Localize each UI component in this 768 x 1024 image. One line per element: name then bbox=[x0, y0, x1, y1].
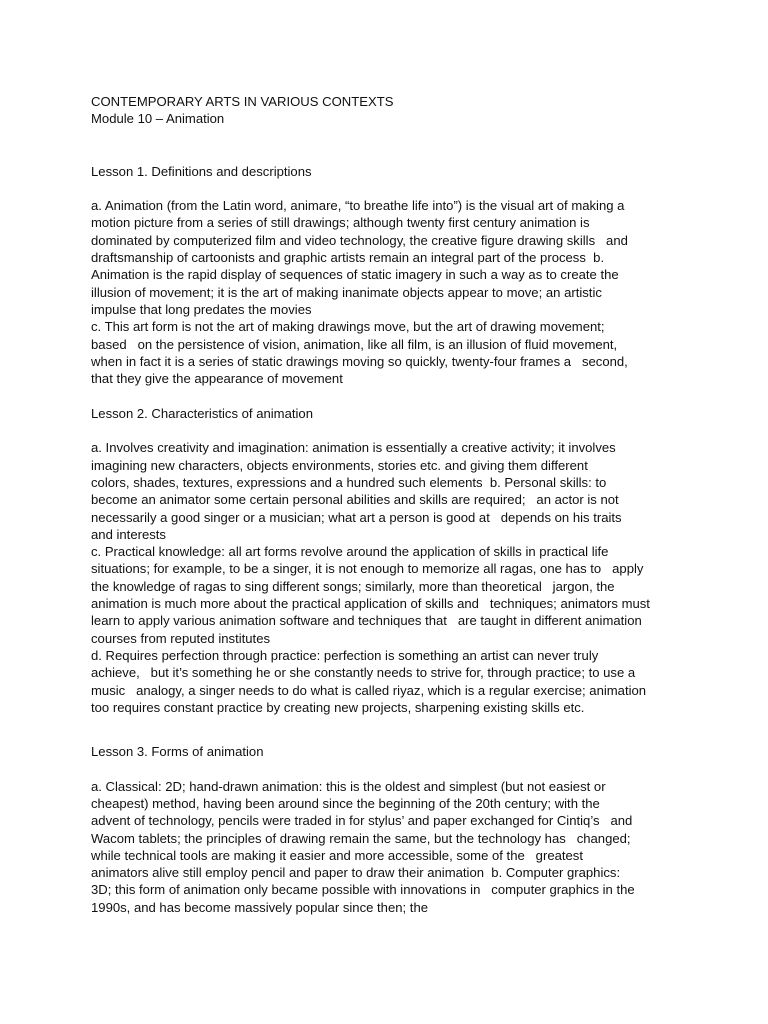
text-line: Wacom tablets; the principles of drawing remain the same, but the technology has changed; bbox=[91, 830, 631, 846]
text-line: illusion of movement; it is the art of making inanimate objects appear to move; an artistic bbox=[91, 284, 602, 300]
lesson3-paragraphs bbox=[91, 778, 691, 916]
text-line: cheapest) method, having been around since the beginning of the 20th century; with the bbox=[91, 795, 600, 811]
text-line: c. This art form is not the art of making drawings move, but the art of drawing movement; bbox=[91, 319, 605, 335]
text-line: music analogy, a singer needs to do what is called riyaz, which is a regular exercise; animation bbox=[91, 682, 647, 698]
text-line: advent of technology, pencils were traded in for stylus’ and paper exchanged for Cintiq’s and bbox=[91, 813, 633, 829]
text-line: animation is much more about the practical application of skills and techniques; animators must bbox=[91, 596, 650, 612]
lesson1-heading: Lesson 1. Definitions and descriptions bbox=[91, 163, 312, 179]
lesson2-heading: Lesson 2. Characteristics of animation bbox=[91, 405, 313, 421]
text-line: a. Animation (from the Latin word, animare, “to breathe life into”) is the visual art of making a bbox=[91, 198, 625, 214]
text-line: courses from reputed institutes bbox=[91, 630, 271, 646]
text-line: when in fact it is a series of static drawings moving so quickly, twenty-four frames a second, bbox=[91, 353, 628, 369]
text-line: imagining new characters, objects environments, stories etc. and giving them different bbox=[91, 457, 588, 473]
text-line: based on the persistence of vision, animation, like all film, is an illusion of fluid movement, bbox=[91, 336, 618, 352]
text-line: motion picture from a series of still drawings; although twenty first century animation is bbox=[91, 215, 590, 231]
text-line: Animation is the rapid display of sequences of static imagery in such a way as to create the bbox=[91, 267, 619, 283]
text-line: c. Practical knowledge: all art forms revolve around the application of skills in practical life bbox=[91, 544, 609, 560]
text-line: 3D; this form of animation only became possible with innovations in computer graphics in the bbox=[91, 882, 635, 898]
lesson2-paragraphs bbox=[91, 439, 691, 716]
text-line: become an animator some certain personal abilities and skills are required; an actor is not bbox=[91, 492, 619, 508]
text-line: dominated by computerized film and video technology, the creative figure drawing skills and bbox=[91, 232, 628, 248]
text-line: while technical tools are making it easier and more accessible, some of the greatest bbox=[91, 847, 583, 863]
module-title: Module 10 – Animation bbox=[91, 111, 225, 127]
text-line: draftsmanship of cartoonists and graphic artists remain an integral part of the process b. bbox=[91, 250, 605, 266]
text-line: too requires constant practice by creating new projects, sharpening existing skills etc. bbox=[91, 699, 585, 715]
course-title: CONTEMPORARY ARTS IN VARIOUS CONTEXTS bbox=[91, 94, 394, 109]
text-line: animators alive still employ pencil and paper to draw their animation b. Computer graphics: bbox=[91, 865, 621, 881]
text-line: colors, shades, textures, expressions and a hundred such elements b. Personal skills: to bbox=[91, 474, 607, 490]
text-line: a. Classical: 2D; hand-drawn animation: this is the oldest and simplest (but not easiest or bbox=[91, 778, 606, 794]
text-line: situations; for example, to be a singer, it is not enough to memorize all ragas, one has to apply bbox=[91, 561, 644, 577]
lesson3-heading: Lesson 3. Forms of animation bbox=[91, 744, 264, 760]
text-line: necessarily a good singer or a musician; what art a person is good at depends on his traits bbox=[91, 509, 622, 525]
text-line: 1990s, and has become massively popular since then; the bbox=[91, 899, 429, 915]
document-body bbox=[91, 93, 691, 916]
text-line: achieve, but it’s something he or she constantly needs to strive for, through practice; to use a bbox=[91, 665, 636, 681]
text-line: the knowledge of ragas to sing different songs; similarly, more than theoretical jargon, the bbox=[91, 578, 615, 594]
text-line: that they give the appearance of movement bbox=[91, 371, 343, 387]
text-line: learn to apply various animation software and techniques that are taught in different animation bbox=[91, 613, 642, 629]
text-line: a. Involves creativity and imagination: animation is essentially a creative activity; it involves bbox=[91, 440, 616, 456]
text-line: and interests bbox=[91, 526, 166, 542]
text-line: d. Requires perfection through practice: perfection is something an artist can never truly bbox=[91, 647, 599, 663]
lesson1-paragraphs bbox=[91, 197, 691, 387]
text-line: impulse that long predates the movies bbox=[91, 301, 312, 317]
